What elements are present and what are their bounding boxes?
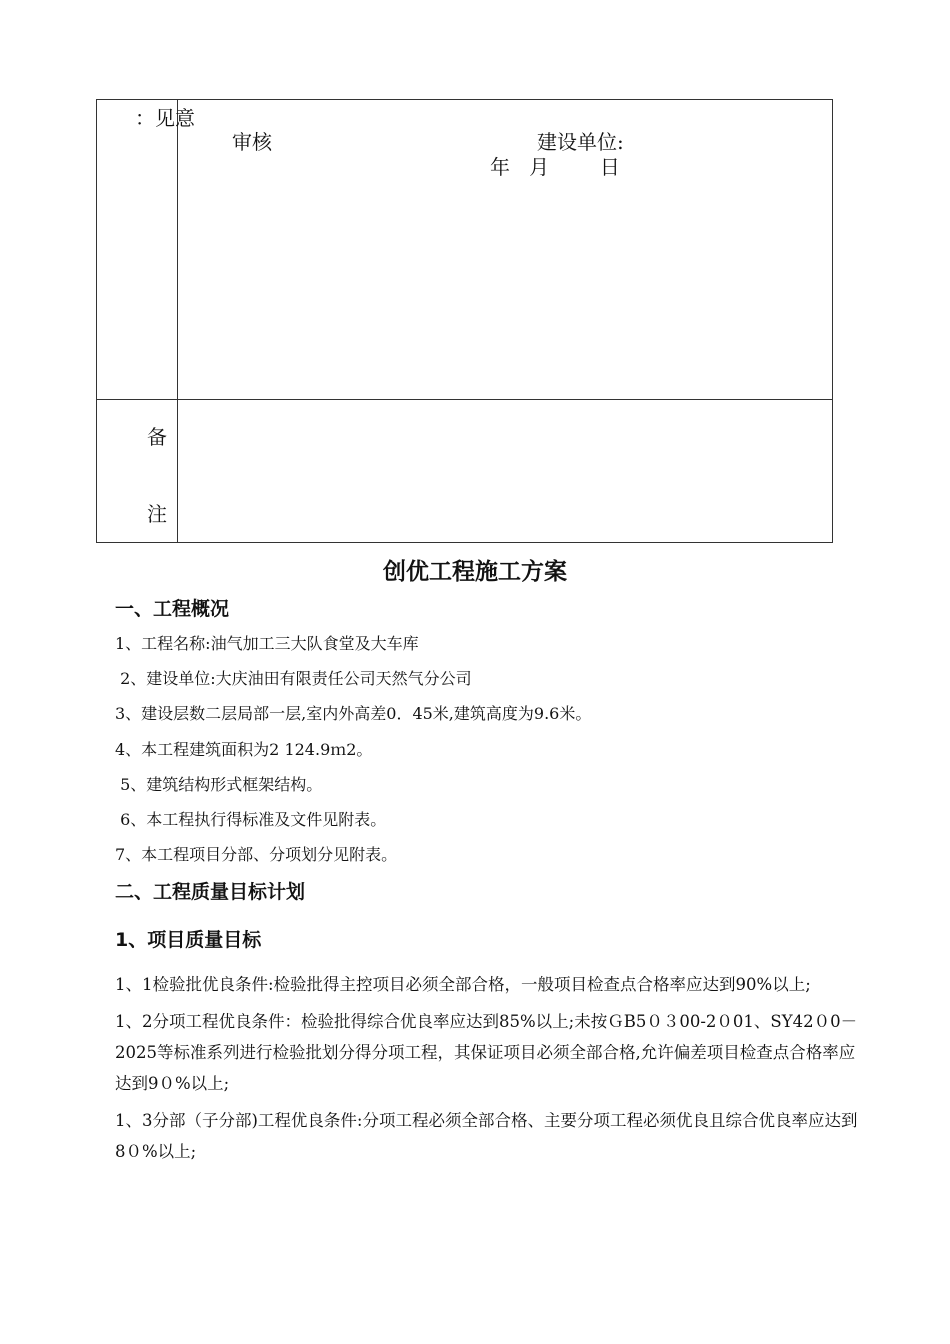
- subsection1-heading: 1、项目质量目标: [115, 929, 262, 951]
- section1-heading: 一、工程概况: [115, 598, 230, 620]
- section2-heading: 二、工程质量目标计划: [115, 881, 306, 903]
- quality-item-3: 1、3分部（子分部)工程优良条件:分项工程必须全部合格、主要分项工程必须优良且综合优良率应达到8０%以上;: [115, 1111, 858, 1161]
- date-line: 年 月 日: [490, 155, 620, 179]
- table-vertical-divider: [177, 100, 178, 542]
- overview-line-5: 5、建筑结构形式框架结构。: [115, 775, 323, 794]
- quality-item-1: 1、1检验批优良条件:检验批得主控项目必须全部合格，一般项目检查点合格率应达到90%以上;: [115, 975, 811, 994]
- approval-table: [96, 99, 833, 543]
- quality-item-2: 1、2分项工程优良条件：检验批得综合优良率应达到85%以上;未按ＧB5０３00-2０01、SY42０0－2025等标准系列进行检验批划分得分项工程，其保证项目必须全部合格,允许偏差项目检查点合格率应达到9０%以上;: [115, 1012, 858, 1093]
- overview-line-6: 6、本工程执行得标准及文件见附表。: [115, 810, 387, 829]
- opinion-label: ：见意: [135, 106, 195, 130]
- remark-label-char1: 备: [147, 425, 167, 449]
- overview-line-4: 4、本工程建筑面积为2 124.9ｍ2。: [115, 740, 373, 759]
- construction-unit-sign: 建设单位:: [537, 130, 624, 154]
- overview-line-7: 7、本工程项目分部、分项划分见附表。: [115, 845, 398, 864]
- table-horizontal-divider: [97, 399, 832, 400]
- overview-line-1: 1、工程名称:油气加工三大队食堂及大车库: [115, 634, 419, 653]
- remark-label-char2: 注: [147, 502, 167, 526]
- review-label: 审核: [232, 130, 272, 154]
- document-title: 创优工程施工方案: [383, 559, 567, 585]
- overview-line-3: 3、建设层数二层局部一层,室内外高差0．45米,建筑高度为9.6米。: [115, 704, 592, 723]
- overview-line-2: 2、建设单位:大庆油田有限责任公司天然气分公司: [115, 669, 472, 688]
